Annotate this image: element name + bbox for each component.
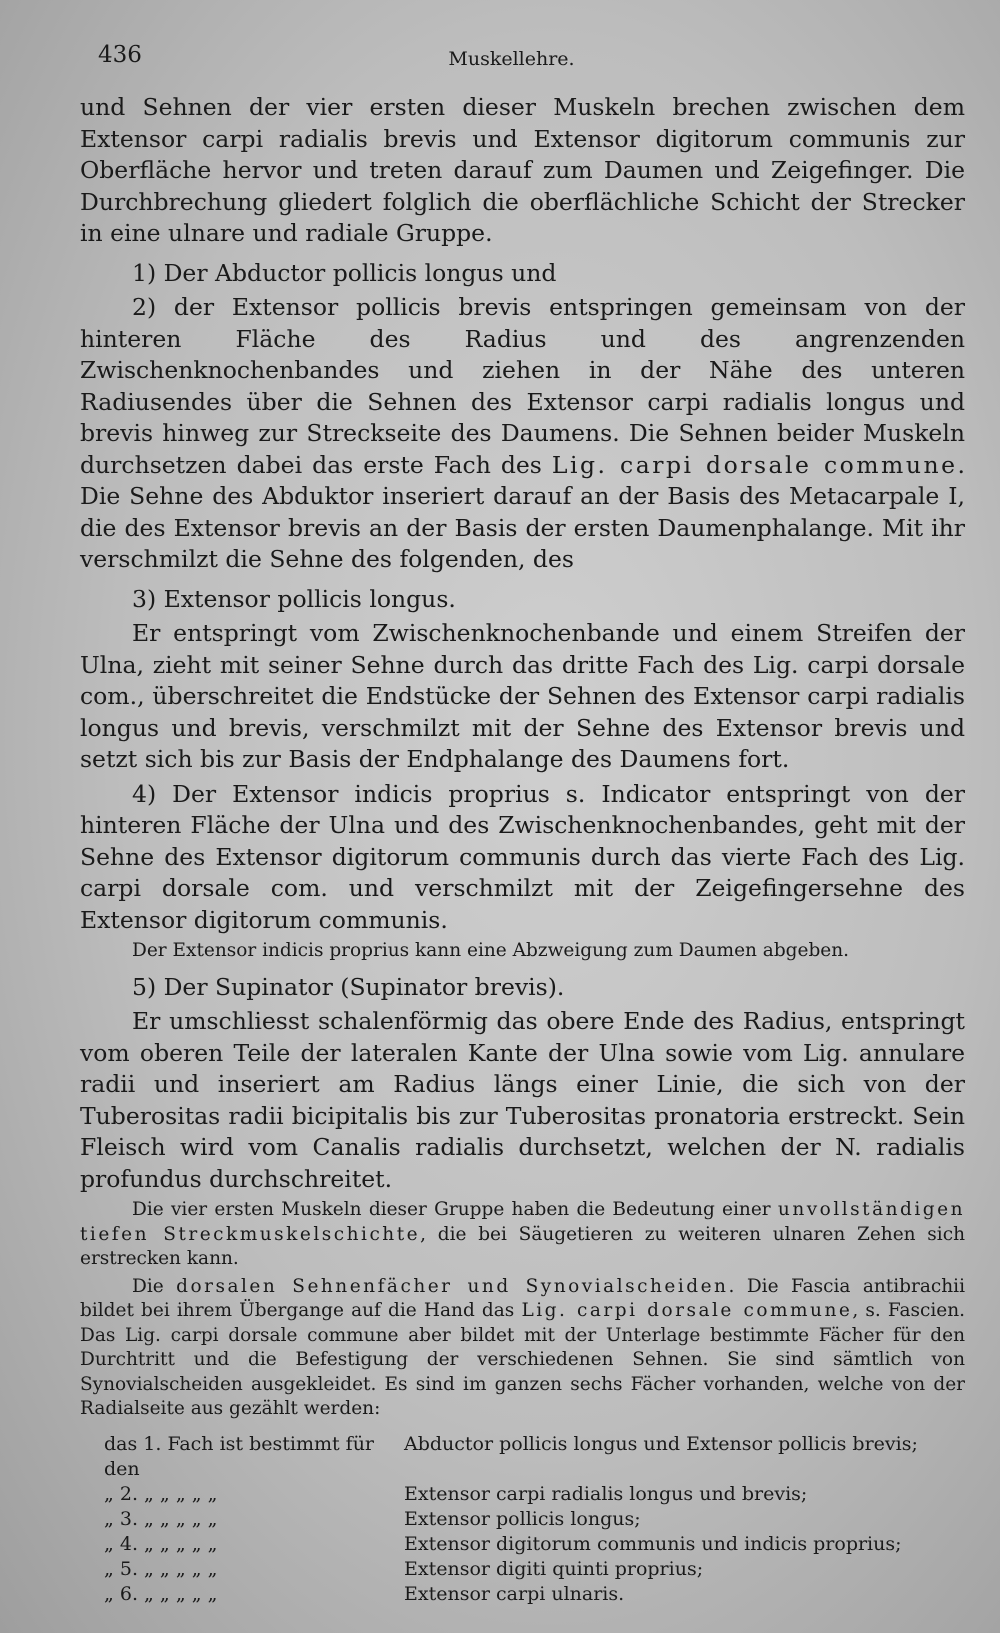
text-run: Er umschliesst schalenförmig das obere Ende des Radius, entspringt vom oberen Teile der lateralen Kante der Ulna sowie vom Lig. annulare radii und inseriert am Radius längs einer Linie, die sich von der Tuberositas radii bicipitalis bis zur Tuberositas pronatoria erstreckt. Sein Fleisch wird vom Canalis radialis durchsetzt, welchen der N. radialis profundus durchschreitet. [80,1007,965,1193]
page-header [98,42,925,82]
compartment-muscle: Extensor digitorum communis und indicis proprius; [404,1532,902,1555]
paragraph [80,939,965,964]
paragraph [80,1275,965,1422]
compartment-row [104,1532,965,1557]
text-run: 1) Der Abductor pollicis longus und [132,258,557,287]
text-run: 4) Der Extensor indicis proprius s. Indicator entspringt von der hinteren Fläche der Ulna und des Zwischenknochenbandes, geht mit der Sehne des Extensor digitorum communis durch das vierte Fach des Lig. carpi dorsale com. und verschmilzt mit der Zeigefingersehne des Extensor digitorum communis. [80,779,965,934]
compartment-label: das 1. Fach ist bestimmt für den [104,1432,375,1480]
text-run: 2) der Extensor pollicis brevis entspringen gemeinsam von der hinteren Fläche des Radius und des angrenzenden Zwischenknochenbandes und ziehen in der Nähe des unteren Radiusendes über die Sehnen des Extensor carpi radialis longus und brevis hinweg zur Streckseite des Daumens. Die Sehnen beider Muskeln durchsetzen dabei das erste Fach des [80,293,965,479]
spaced-term: dorsalen Sehnenfächer und Synovialscheiden [176,1275,729,1297]
page-number: 436 [98,42,142,68]
compartment-muscle: Extensor carpi radialis longus und brevis; [404,1482,808,1505]
compartment-muscle: Extensor carpi ulnaris. [404,1582,625,1605]
spaced-term: Lig. carpi dorsale commune [551,450,958,479]
paragraph [80,584,965,616]
paragraph [80,618,965,776]
body-text [80,92,965,1607]
paragraph [80,292,965,576]
text-run: , die bei Säugetieren zu weiteren ulnaren Zehen sich erstrecken kann. [80,1223,965,1269]
paragraph [80,972,965,1004]
compartment-row [104,1557,965,1582]
compartment-row [104,1582,965,1607]
compartment-label: „ 4. „ „ „ „ „ [104,1532,218,1555]
text-run: Die [132,1275,177,1297]
compartment-list [80,1432,965,1607]
text-run: Der Extensor indicis proprius kann eine Abzweigung zum Daumen abgeben. [132,940,850,961]
text-run: . Die Sehne des Abduktor inseriert darauf an der Basis des Metacarpale I, die des Extensor brevis an der Basis der ersten Daumenphalange. Mit ihr verschmilzt die Sehne des folgenden, des [80,450,966,573]
compartment-label: „ 6. „ „ „ „ „ [104,1582,218,1605]
text-run: 3) Extensor pollicis longus. [132,584,456,613]
text-run: . Die Fascia antibrachii bildet bei ihrem Übergange auf die Hand das [80,1275,965,1321]
text-run: , s. Fascien. Das Lig. carpi dorsale commune aber bildet mit der Unterlage bestimmte Fächer für den Durchtritt und die Befestigung der verschiedenen Sehnen. Sie sind sämtlich von Synovialscheiden ausgekleidet. Es sind im ganzen sechs Fächer vorhanden, welche von der Radialseite aus gezählt werden: [80,1300,965,1419]
spaced-term: Lig. carpi dorsale commune [521,1300,853,1321]
compartment-label: „ 3. „ „ „ „ „ [104,1507,218,1530]
compartment-row [104,1432,965,1482]
spaced-term: unvollständigen tiefen Streckmuskelschichte [80,1199,965,1245]
compartment-muscle: Extensor pollicis longus; [404,1507,641,1530]
paragraph [80,92,965,250]
compartment-muscle: Extensor digiti quinti proprius; [404,1557,704,1580]
paragraph [80,258,965,290]
paragraph [80,779,965,937]
paragraph [80,1198,965,1272]
text-run: 5) Der Supinator (Supinator brevis). [132,972,565,1001]
compartment-muscle: Abductor pollicis longus und Extensor pollicis brevis; [404,1432,918,1455]
compartment-label: „ 5. „ „ „ „ „ [104,1557,218,1580]
text-run: Er entspringt vom Zwischenknochenbande und einem Streifen der Ulna, zieht mit seiner Sehne durch das dritte Fach des Lig. carpi dorsale com., überschreitet die Endstücke der Sehnen des Extensor carpi radialis longus und brevis, verschmilzt mit der Sehne des Extensor brevis und setzt sich bis zur Basis der Endphalange des Daumens fort. [80,619,965,773]
compartment-row [104,1507,965,1532]
paragraph [80,1006,965,1195]
text-run: Die vier ersten Muskeln dieser Gruppe haben die Bedeutung einer [132,1199,778,1220]
running-title: Muskellehre. [448,48,575,70]
compartment-label: „ 2. „ „ „ „ „ [104,1482,218,1505]
text-run: und Sehnen der vier ersten dieser Muskeln brechen zwischen dem Extensor carpi radialis brevis und Extensor digitorum communis zur Oberfläche hervor und treten darauf zum Daumen und Zeigefinger. Die Durchbrechung gliedert folglich die oberflächliche Schicht der Strecker in eine ulnare und radiale Gruppe. [80,93,965,247]
compartment-row [104,1482,965,1507]
